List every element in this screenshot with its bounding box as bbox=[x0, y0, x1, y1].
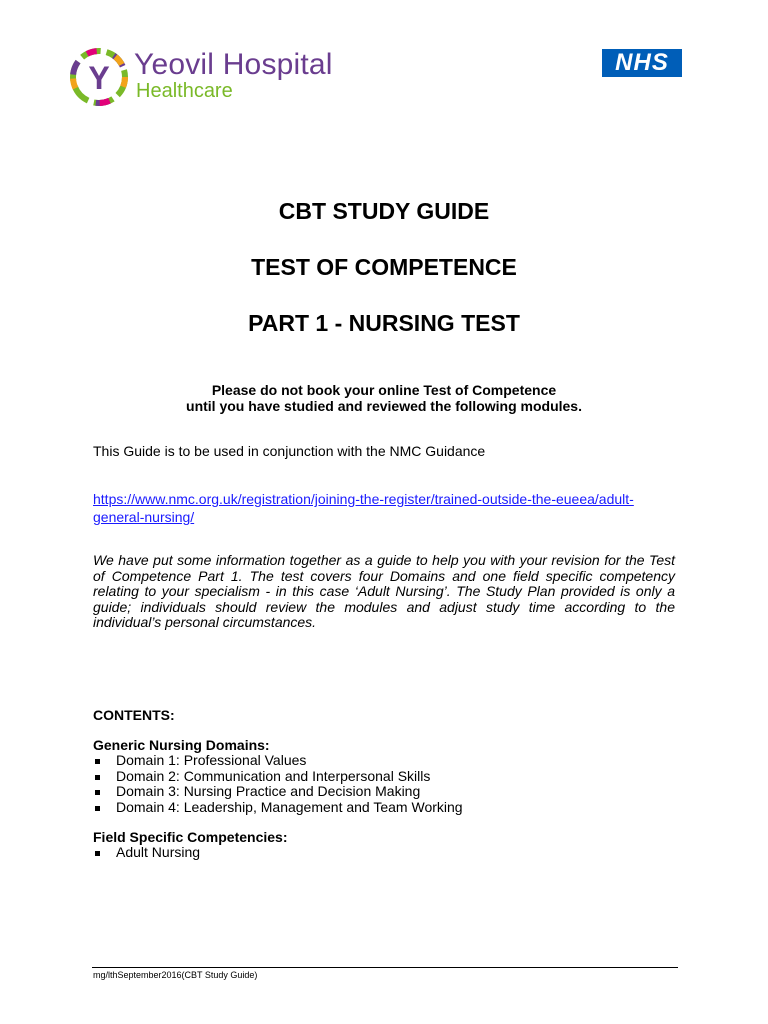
logo-title: Yeovil Hospital bbox=[134, 48, 333, 81]
revision-note: We have put some information together as a guide to help you with your revision for the Test of Competence Part 1. The test covers four Domains and one field specific competency relating to your specialism - in this case ‘Adult Nursing’. The Study Plan provided is only a guide; individuals should review the modules and adjust study time according to the individual’s personal circumstances. bbox=[93, 552, 675, 630]
footer-divider bbox=[92, 967, 678, 968]
hospital-logo bbox=[68, 46, 378, 112]
contents-heading: CONTENTS: bbox=[93, 707, 175, 723]
booking-warning-line2: until you have studied and reviewed the following modules. bbox=[186, 398, 582, 414]
field-competencies-list bbox=[93, 845, 200, 861]
booking-warning bbox=[0, 382, 768, 414]
booking-warning-line1: Please do not book your online Test of Competence bbox=[211, 382, 557, 398]
list-item: Domain 1: Professional Values bbox=[93, 753, 463, 769]
field-competencies-heading: Field Specific Competencies: bbox=[93, 829, 288, 845]
intro-text: This Guide is to be used in conjunction with the NMC Guidance bbox=[93, 443, 486, 459]
title-test-of-competence: TEST OF COMPETENCE bbox=[251, 254, 517, 280]
hospital-logo-icon bbox=[68, 46, 130, 108]
list-item: Domain 4: Leadership, Management and Team Working bbox=[93, 800, 463, 816]
footer-text: mg/lthSeptember2016(CBT Study Guide) bbox=[93, 970, 258, 980]
title-cbt-study-guide: CBT STUDY GUIDE bbox=[278, 198, 490, 224]
list-item: Domain 3: Nursing Practice and Decision Making bbox=[93, 784, 463, 800]
logo-letter: Y bbox=[88, 60, 110, 96]
logo-subtitle: Healthcare bbox=[136, 80, 233, 102]
list-item: Domain 2: Communication and Interpersonal Skills bbox=[93, 769, 463, 785]
title-nursing-test: PART 1 - NURSING TEST bbox=[248, 310, 520, 336]
generic-domains-list bbox=[93, 753, 463, 815]
nhs-logo: NHS bbox=[602, 49, 682, 77]
nmc-guidance-link[interactable]: https://www.nmc.org.uk/registration/joining-the-register/trained-outside-the-eueea/adult-general-nursing/ bbox=[93, 491, 634, 525]
list-item: Adult Nursing bbox=[93, 845, 200, 861]
generic-domains-heading: Generic Nursing Domains: bbox=[93, 737, 270, 753]
